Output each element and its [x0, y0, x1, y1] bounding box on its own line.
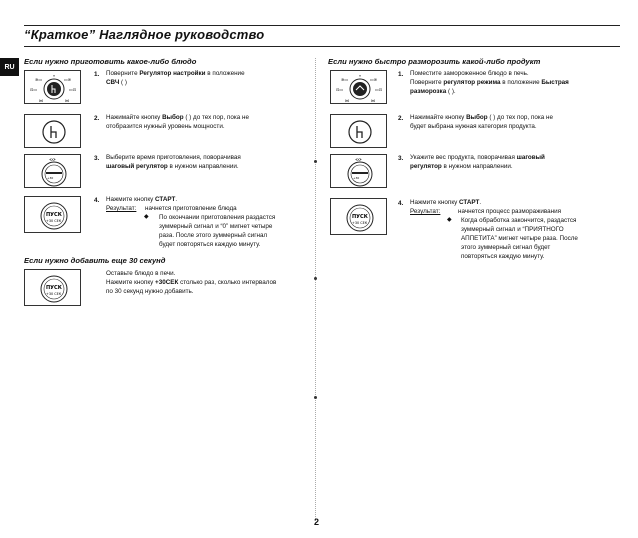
- result-label: Результат:: [106, 205, 137, 212]
- svg-text:▭≋: ▭≋: [370, 77, 378, 82]
- step-number: 1.: [94, 71, 100, 78]
- margin-dot: [314, 160, 317, 163]
- step-text: Нажимайте кнопку Выбор ( ) до тех пор, пока не будет выбрана нужная категория продукта.: [410, 114, 553, 130]
- svg-text:≋▭: ≋▭: [35, 77, 43, 82]
- top-rule: [24, 25, 620, 26]
- select-button-illustration: [24, 114, 81, 148]
- language-tab: RU: [0, 58, 19, 76]
- svg-text:⋈: ⋈: [65, 98, 69, 103]
- plus30-button-icon: [25, 270, 82, 307]
- step-text: Поверните Регулятор настройки в положение СВЧ ( ): [106, 70, 245, 86]
- svg-text:⟲⟳: ⟲⟳: [355, 157, 362, 162]
- jog-dial-icon: [331, 155, 388, 189]
- start-button-icon: [331, 199, 388, 236]
- svg-text:⋈: ⋈: [371, 98, 375, 103]
- step-number: 3.: [94, 155, 100, 162]
- svg-text:▭⊡: ▭⊡: [69, 87, 77, 92]
- step-number: 4.: [398, 200, 404, 207]
- title-rule: [24, 46, 620, 47]
- section-heading-cook: Если нужно приготовить какое-либо блюдо: [24, 57, 197, 66]
- start-button-icon: [25, 197, 82, 234]
- select-button-illustration: [330, 114, 387, 148]
- bullet-diamond-icon: ◆: [447, 217, 452, 223]
- page-number: 2: [314, 517, 320, 527]
- add30-text: Оставьте блюдо в печи. Нажмите кнопку +30СЕК столько раз, сколько интервалов по 30 секунд нужно добавить.: [106, 270, 277, 295]
- step-number: 3.: [398, 155, 404, 162]
- bullet-text: По окончании приготовления раздастся зуммерный сигнал и “0” мигнет четыре раза. После этого зуммерный сигнал будет повторяться каждую минуту.: [159, 214, 276, 248]
- step-text: Выберите время приготовления, поворачивая шаговый регулятор в нужном направлении.: [106, 154, 241, 170]
- jog-dial-icon: [25, 155, 82, 189]
- mode-dial-illustration: [24, 70, 81, 104]
- svg-text:▭⊡: ▭⊡: [375, 87, 383, 92]
- start-button-illustration: [330, 198, 387, 235]
- result-text: начнется процесс размораживания: [458, 208, 562, 215]
- select-icon: [25, 115, 82, 149]
- result-text: начнется приготовление блюда: [145, 205, 237, 212]
- jog-dial-illustration: [24, 154, 81, 188]
- margin-dot: [314, 396, 317, 399]
- result-label: Результат:: [410, 208, 441, 215]
- plus30-button-illustration: [24, 269, 81, 306]
- page-title: “Краткое” Наглядное руководство: [24, 27, 265, 42]
- step-text: Укажите вес продукта, поворачивая шаговый регулятор в нужном направлении.: [410, 154, 545, 170]
- mode-dial-defrost-illustration: [330, 70, 387, 104]
- svg-text:ПУСК: ПУСК: [46, 212, 62, 218]
- svg-text:⋈: ⋈: [39, 98, 43, 103]
- step-text: Нажимайте кнопку Выбор ( ) до тех пор, пока не отобразится нужный уровень мощности.: [106, 114, 249, 130]
- step-number: 1.: [398, 71, 404, 78]
- svg-text:≋▭: ≋▭: [341, 77, 349, 82]
- svg-text:ПУСК: ПУСК: [46, 285, 62, 291]
- svg-text:+30: +30: [353, 176, 360, 180]
- step-text: Нажмите кнопку СТАРТ.: [410, 199, 482, 206]
- svg-text:⋈: ⋈: [345, 98, 349, 103]
- start-button-illustration: [24, 196, 81, 233]
- jog-dial-illustration: [330, 154, 387, 188]
- svg-text:+30 СЕК: +30 СЕК: [352, 221, 368, 225]
- svg-text:▭≋: ▭≋: [64, 77, 72, 82]
- step-text: Нажмите кнопку СТАРТ.: [106, 196, 178, 203]
- section-heading-add30: Если нужно добавить еще 30 секунд: [24, 256, 166, 265]
- svg-text:+30 СЕК: +30 СЕК: [46, 292, 62, 296]
- svg-text:+30: +30: [47, 176, 54, 180]
- step-number: 4.: [94, 197, 100, 204]
- select-icon: [331, 115, 388, 149]
- svg-text:⊡▭: ⊡▭: [30, 87, 38, 92]
- section-heading-defrost: Если нужно быстро разморозить какой-либо продукт: [328, 57, 541, 66]
- column-divider: [315, 58, 316, 523]
- bullet-diamond-icon: ◆: [144, 214, 149, 220]
- step-number: 2.: [94, 115, 100, 122]
- step-text: Поместите замороженное блюдо в печь. Поверните регулятор режима в положение Быстрая разморозка ( ).: [410, 70, 569, 95]
- svg-text:⊡▭: ⊡▭: [336, 87, 344, 92]
- svg-text:ПУСК: ПУСК: [352, 214, 368, 220]
- bullet-text: Когда обработка закончится, раздастся зуммерный сигнал и “ПРИЯТНОГО АППЕТИТА” мигнет четыре раза. После этого зуммерный сигнал будет повторяться каждую минуту.: [461, 217, 578, 260]
- svg-text:▿: ▿: [359, 73, 362, 78]
- svg-text:▿: ▿: [53, 73, 56, 78]
- dial-icon: [331, 71, 388, 105]
- svg-text:⟲⟳: ⟲⟳: [49, 157, 56, 162]
- margin-dot: [314, 277, 317, 280]
- svg-text:+30 СЕК: +30 СЕК: [46, 219, 62, 223]
- step-number: 2.: [398, 115, 404, 122]
- dial-icon: [25, 71, 82, 105]
